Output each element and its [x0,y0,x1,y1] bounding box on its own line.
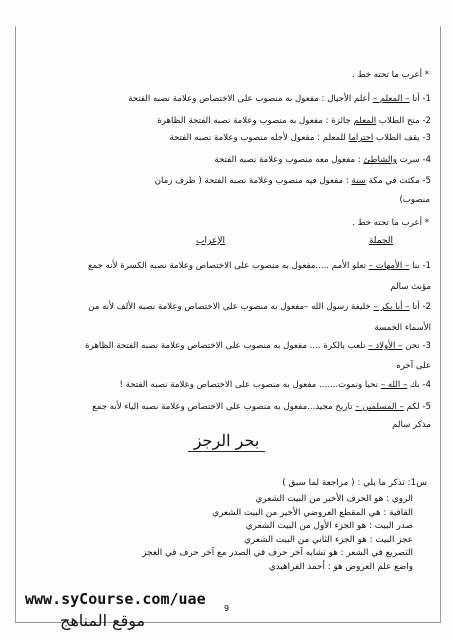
section1-item-1: 1- أنا – المعلم – أعلم الأجيال : مفعول به منصوب على الاختصاص وعلامة نصبه الفتحة [128,94,431,104]
section2-item-3: 3- نحن – الأولاد – نلعب بالكرة .... مفعول به منصوب على الاختصاص وعلامة نصبه الفتحة الظاهرة [85,341,431,351]
section2-item-3-continued: على آخره [396,361,431,371]
section2-item-5: 5- لكم – المسلمين – تاريخ مجيد...مفعول به منصوب على الاختصاص وعلامة نصبه الياء لأنه جمع [92,402,431,412]
column-header-parsing: الإعراب [196,236,225,246]
section2-item-1: 1- بنا – الأمهات – تعلو الأمم .....مفعول به منصوب على الاختصاص وعلامة نصبه الكسرة لأنه جمع [88,261,431,271]
section2-item-5-continued: مذكر سالم [392,420,431,430]
site-url-watermark: www.syCourse.com/uae [25,590,206,608]
definition-arud-founder: واضع علم العروض هو : أحمد الفراهيدي [268,562,413,572]
section2-item-4: 4- بك – الله – نحيا ونموت....... مفعول به منصوب على الاختصاص وعلامة نصبه الفتحة ! [119,380,431,390]
section2-item-1-continued: مؤنث سالم [390,282,431,292]
definition-qafiya: القافية : هي المقطع العروضي الأخير من البيت الشعري [212,508,413,518]
definition-sadr: صدر البيت : هو الجزء الأول من البيت الشعري [245,521,413,531]
site-name-watermark: موقع المناهج [60,611,146,630]
section2-item-2: 2- أنا – أبا بكر – خليفة رسول الله –مفعول به منصوب على الاختصاص وعلامة نصبه الألف لأنه من [88,302,431,312]
definition-tasree: التصريع في الشعر : هو تشابه آخر حرف في الصدر مع آخر حرف في العجز [142,548,413,558]
section1-item-4: 4- سرت والشاطئ : مفعول معه منصوب وعلامة نصبه الفتحة [214,155,431,165]
page-border-left [15,26,16,622]
question-1: س1: تذكر ما يلي : ( مراجعة لما سبق ) [282,478,427,488]
column-header-sentence: الجملة [368,236,393,246]
section-title-rajaz: بحر الرجز [0,431,453,450]
section2-item-2-continued: الأسماء الخمسة [374,323,431,333]
section1-item-3: 3- يقف الطلاب احتراما للمعلم : مفعول لأجله منصوب وعلامة نصبه الفتحة [169,133,431,143]
section1-item-5: 5- مكثت في مكة سنة : مفعول فيه منصوب وعلامة نصبه الفتحة ( ظرف زمان [154,176,431,186]
section1-item-2: 2- منح الطلاب المعلم جائزة : مفعول به منصوب وعلامة نصبه الفتحة الظاهرة [157,116,431,126]
definition-rawi: الروي : هو الحرف الأخير من البيت الشعري [255,494,413,504]
section2-heading: * أعرب ما تحته خط . [352,218,429,228]
section1-item-5-continued: منصوب) [399,195,430,205]
section1-heading: * أعرب ما تحته خط . [352,70,429,80]
page-border-right [440,26,441,622]
definition-ajuz: عجز البيت : هو الجزء الثاني من البيت الشعري [244,535,413,545]
page-number: 9 [224,604,230,613]
